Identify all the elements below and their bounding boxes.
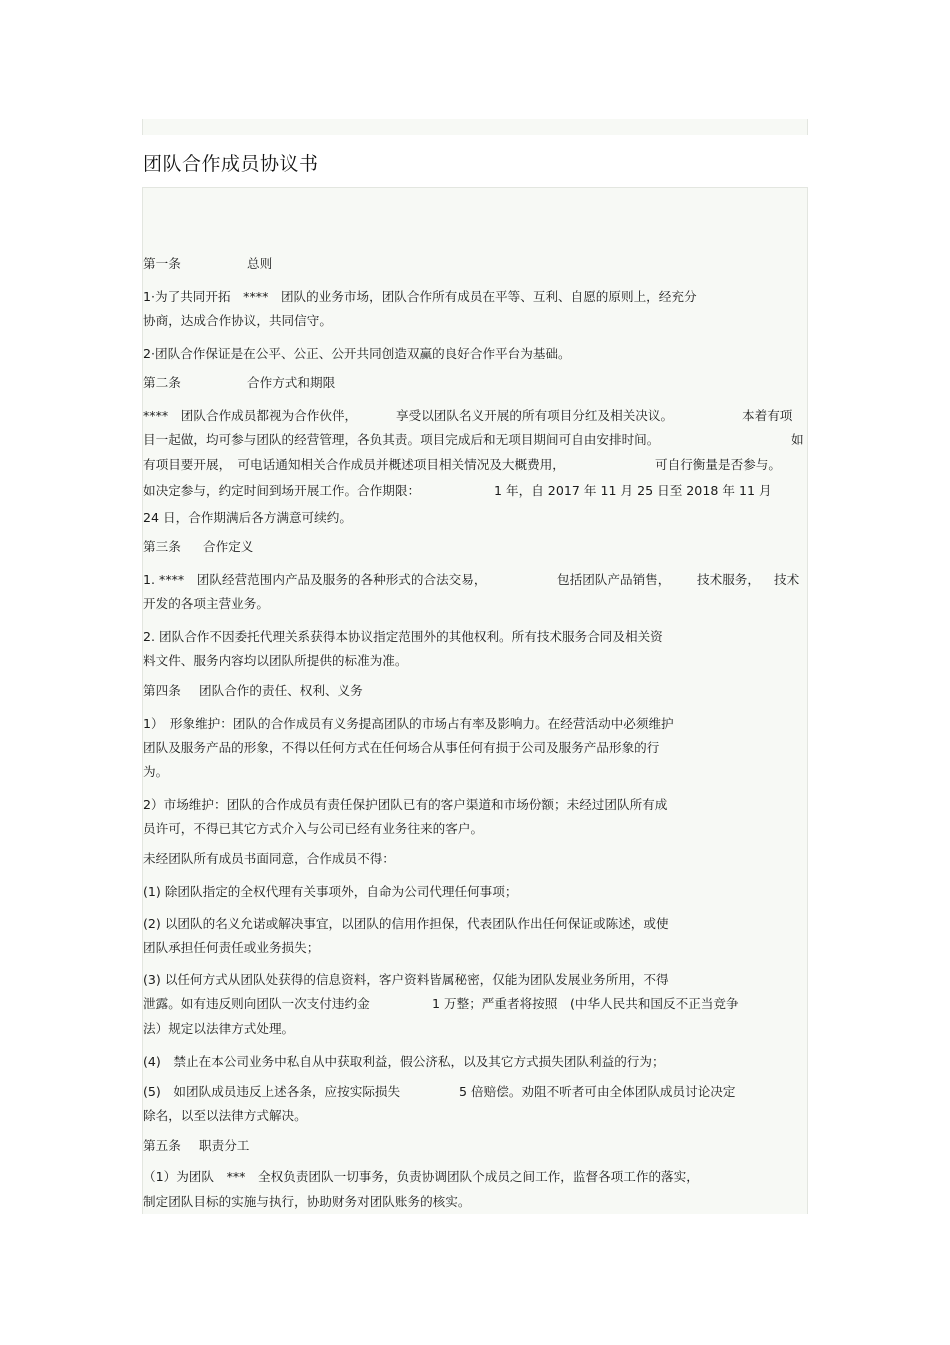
text-run: 1 万整；严重者将按照 (中华人民共和国反不正当竞争 <box>432 996 739 1011</box>
text-run: 1. **** 团队经营范围内产品及服务的各种形式的合法交易， <box>143 572 487 587</box>
text-run: (5) 如团队成员违反上述各条，应按实际损失 <box>143 1084 401 1099</box>
text-run: 5 倍赔偿。劝阻不听者可由全体团队成员讨论决定 <box>459 1084 736 1099</box>
text-run: 有项目要开展， 可电话通知相关合作成员并概述项目相关情况及大概费用， <box>143 457 565 472</box>
section-title: 合作方式和期限 <box>247 375 336 390</box>
section-title: 总则 <box>247 256 273 271</box>
paragraph-line: 2·团队合作保证是在公平、公正、公开共同创造双赢的良好合作平台为基础。 <box>143 346 571 361</box>
page-header-band <box>142 119 808 135</box>
paragraph-line: 制定团队目标的实施与执行，协助财务对团队账务的核实。 <box>143 1194 471 1209</box>
text-run: 1 年，自 2017 年 11 月 25 日至 2018 年 11 月 <box>494 483 772 498</box>
text-run: 享受以团队名义开展的所有项目分红及相关决议。 <box>396 408 674 423</box>
paragraph-line: 为。 <box>143 764 169 779</box>
section-number: 第四条 <box>143 683 181 698</box>
text-run: 技术服务， <box>697 572 760 587</box>
section-title: 团队合作的责任、权利、义务 <box>199 683 363 698</box>
text-run: 可自行衡量是否参与。 <box>655 457 781 472</box>
text-run: 泄露。如有违反则向团队一次支付违约金 <box>143 996 370 1011</box>
paragraph-line: 料文件、服务内容均以团队所提供的标准为准。 <box>143 653 408 668</box>
text-run: 如 <box>791 432 804 447</box>
list-item: (1) 除团队指定的全权代理有关事项外，自命为公司代理任何事项； <box>143 884 518 899</box>
list-item: (4) 禁止在本公司业务中私自从中获取利益，假公济私，以及其它方式损失团队利益的行为； <box>143 1054 665 1069</box>
section-number: 第一条 <box>143 256 181 271</box>
list-item: (2) 以团队的名义允诺或解决事宜，以团队的信用作担保，代表团队作出任何保证或陈述，或使 <box>143 916 669 931</box>
text-run: 本着有项 <box>742 408 793 423</box>
section-number: 第二条 <box>143 375 181 390</box>
paragraph-line: 24 日，合作期满后各方满意可续约。 <box>143 510 352 525</box>
text-run: 如决定参与，约定时间到场开展工作。合作期限： <box>143 483 421 498</box>
paragraph-line: 开发的各项主营业务。 <box>143 596 269 611</box>
paragraph-line: 2）市场维护：团队的合作成员有责任保护团队已有的客户渠道和市场份额；未经过团队所有成 <box>143 797 668 812</box>
paragraph-line: 协商，达成合作协议，共同信守。 <box>143 313 332 328</box>
paragraph-line: 除名，以至以法律方式解决。 <box>143 1108 307 1123</box>
text-run: **** 团队合作成员都视为合作伙伴， <box>143 408 358 423</box>
paragraph-line: 1·为了共同开拓 **** 团队的业务市场，团队合作所有成员在平等、互利、自愿的原则上，经充分 <box>143 289 697 304</box>
document-title: 团队合作成员协议书 <box>143 153 319 175</box>
section-number: 第三条 <box>143 539 181 554</box>
paragraph-line: 法）规定以法律方式处理。 <box>143 1021 295 1036</box>
section-title: 合作定义 <box>203 539 254 554</box>
section-number: 第五条 <box>143 1138 181 1153</box>
list-item: (3) 以任何方式从团队处获得的信息资料，客户资料皆属秘密，仅能为团队发展业务所用，不得 <box>143 972 669 987</box>
paragraph-line: 团队承担任何责任或业务损失； <box>143 940 320 955</box>
list-item: （1）为团队 *** 全权负责团队一切事务，负责协调团队个成员之间工作，监督各项工作的落实， <box>143 1169 699 1184</box>
paragraph-line: 员许可，不得已其它方式介入与公司已经有业务往来的客户。 <box>143 821 484 836</box>
text-run: 包括团队产品销售， <box>557 572 671 587</box>
paragraph-line: 未经团队所有成员书面同意，合作成员不得： <box>143 851 395 866</box>
section-title: 职责分工 <box>199 1138 250 1153</box>
paragraph-line: 2. 团队合作不因委托代理关系获得本协议指定范围外的其他权利。所有技术服务合同及相关资 <box>143 629 663 644</box>
paragraph-line: 团队及服务产品的形象，不得以任何方式在任何场合从事任何有损于公司及服务产品形象的行 <box>143 740 660 755</box>
paragraph-line: 1） 形象维护：团队的合作成员有义务提高团队的市场占有率及影响力。在经营活动中必须维护 <box>143 716 674 731</box>
text-run: 目一起做，均可参与团队的经营管理，各负其责。项目完成后和无项目期间可自由安排时间。 <box>143 432 660 447</box>
text-run: 技术 <box>774 572 800 587</box>
